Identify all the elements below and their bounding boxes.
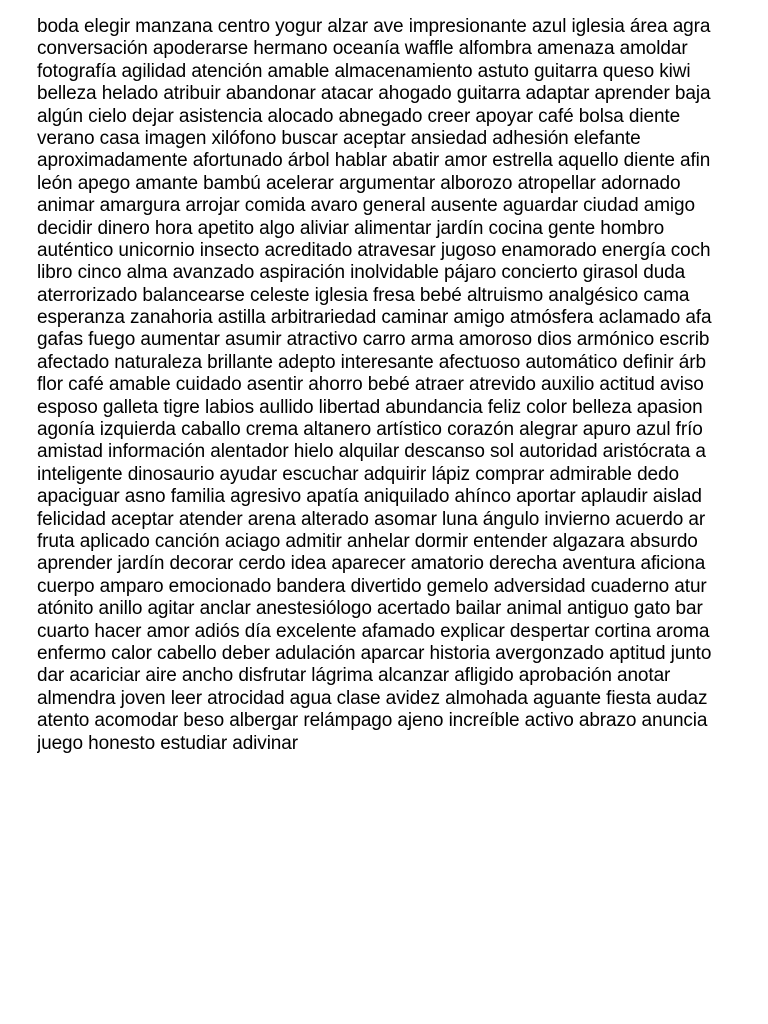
text-line-11: auténtico unicornio insecto acreditado atravesar jugoso enamorado energía coch	[37, 239, 711, 261]
text-line-18: esposo galleta tigre labios aullido libertad abundancia feliz color belleza apasion	[37, 396, 703, 418]
text-line-28: cuarto hacer amor adiós día excelente afamado explicar despertar cortina aroma	[37, 620, 710, 642]
text-line-23: felicidad aceptar atender arena alterado asomar luna ángulo invierno acuerdo ar	[37, 508, 706, 530]
text-line-29: enfermo calor cabello deber adulación aparcar historia avergonzado aptitud junto	[37, 642, 712, 664]
text-line-33: juego honesto estudiar adivinar	[37, 732, 298, 754]
text-line-20: amistad información alentador hielo alquilar descanso sol autoridad aristócrata a	[37, 441, 706, 463]
text-line-4: belleza helado atribuir abandonar atacar ahogado guitarra adaptar aprender baja	[37, 83, 711, 105]
text-line-32: atento acomodar beso albergar relámpago ajeno increíble activo abrazo anuncia	[37, 710, 708, 732]
text-line-17: flor café amable cuidado asentir ahorro bebé atraer atrevido auxilio actitud aviso	[37, 374, 704, 396]
text-line-15: gafas fuego aumentar asumir atractivo carro arma amoroso dios armónico escrib	[37, 329, 710, 351]
text-line-16: afectado naturaleza brillante adepto interesante afectuoso automático definir árb	[37, 351, 706, 373]
text-line-7: aproximadamente afortunado árbol hablar abatir amor estrella aquello diente afin	[37, 150, 711, 172]
text-line-30: dar acariciar aire ancho disfrutar lágrima alcanzar afligido aprobación anotar	[37, 665, 671, 687]
text-line-13: aterrorizado balancearse celeste iglesia fresa bebé altruismo analgésico cama	[37, 284, 690, 306]
text-line-26: cuerpo amparo emocionado bandera divertido gemelo adversidad cuaderno atur	[37, 575, 707, 597]
text-line-25: aprender jardín decorar cerdo idea aparecer amatorio derecha aventura aficiona	[37, 553, 706, 575]
text-line-6: verano casa imagen xilófono buscar aceptar ansiedad adhesión elefante	[37, 127, 641, 149]
text-line-8: león apego amante bambú acelerar argumentar alborozo atropellar adornado	[37, 172, 681, 194]
text-line-14: esperanza zanahoria astilla arbitrariedad caminar amigo atmósfera aclamado afa	[37, 307, 712, 329]
text-line-22: apaciguar asno familia agresivo apatía aniquilado ahínco aportar aplaudir aislad	[37, 486, 702, 508]
word-list-text	[37, 16, 768, 755]
text-line-24: fruta aplicado canción aciago admitir anhelar dormir entender algazara absurdo	[37, 530, 698, 552]
text-line-19: agonía izquierda caballo crema altanero artístico corazón alegrar apuro azul frío	[37, 419, 703, 441]
text-line-9: animar amargura arrojar comida avaro general ausente aguardar ciudad amigo	[37, 195, 695, 217]
text-line-10: decidir dinero hora apetito algo aliviar alimentar jardín cocina gente hombro	[37, 217, 665, 239]
text-line-27: atónito anillo agitar anclar anestesiólogo acertado bailar animal antiguo gato bar	[37, 598, 703, 620]
text-line-21: inteligente dinosaurio ayudar escuchar adquirir lápiz comprar admirable dedo	[37, 463, 679, 485]
text-line-3: fotografía agilidad atención amable almacenamiento astuto guitarra queso kiwi	[37, 60, 691, 82]
text-line-1: boda elegir manzana centro yogur alzar ave impresionante azul iglesia área agra	[37, 16, 711, 37]
text-line-5: algún cielo dejar asistencia alocado abnegado creer apoyar café bolsa diente	[37, 105, 681, 127]
text-line-2: conversación apoderarse hermano oceanía waffle alfombra amenaza amoldar	[37, 38, 688, 60]
text-line-31: almendra joven leer atrocidad agua clase avidez almohada aguante fiesta audaz	[37, 687, 708, 709]
text-line-12: libro cinco alma avanzado aspiración inolvidable pájaro concierto girasol duda	[37, 262, 686, 284]
